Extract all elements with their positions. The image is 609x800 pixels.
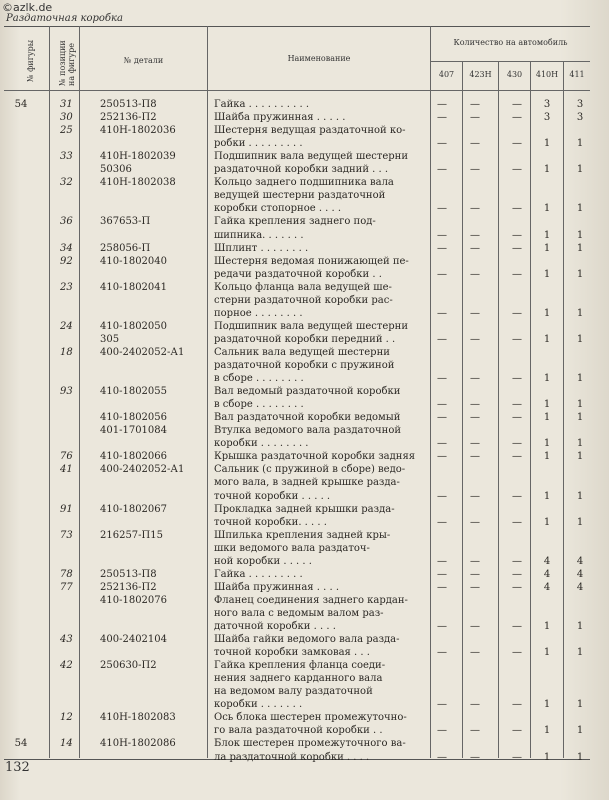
quantity-cell: — — [470, 164, 480, 176]
position-cell: 73 — [60, 529, 73, 541]
quantity-cell: 1 — [543, 268, 551, 280]
quantity-cell: — — [470, 490, 480, 502]
quantity-cell: 1 — [576, 164, 584, 176]
part-number-cell: 410-1802055 — [100, 386, 168, 398]
quantity-cell: — — [470, 307, 480, 319]
part-number-cell: 410-1802050 — [100, 320, 168, 332]
quantity-cell: 1 — [576, 751, 584, 763]
part-number-cell: 50306 — [100, 164, 132, 176]
position-cell: 41 — [60, 464, 73, 476]
part-name-cell: Гайка . . . . . . . . . — [214, 568, 303, 580]
position-cell: 36 — [60, 216, 73, 228]
quantity-cell: 1 — [576, 229, 584, 241]
part-number-cell: 250513-П8 — [100, 568, 157, 580]
quantity-cell: — — [437, 490, 447, 502]
header-divider — [430, 61, 590, 62]
quantity-cell: 1 — [543, 751, 551, 763]
quantity-cell: 1 — [543, 399, 551, 411]
part-name-cell: Втулка ведомого вала раздаточной — [214, 425, 402, 437]
part-name-cell: Шестерня ведущая раздаточной ко- — [214, 125, 406, 137]
quantity-cell: 1 — [543, 164, 551, 176]
header-model-430: 430 — [506, 70, 523, 79]
quantity-cell: — — [437, 268, 447, 280]
part-number-cell: 410Н-1802036 — [100, 125, 176, 137]
position-cell: 42 — [60, 660, 73, 672]
quantity-cell: — — [437, 451, 447, 463]
quantity-cell: — — [470, 99, 480, 110]
header-position: № позиции на фигуре — [58, 40, 76, 86]
quantity-cell: 1 — [543, 412, 551, 424]
quantity-cell: — — [470, 568, 480, 580]
quantity-cell: — — [512, 164, 522, 176]
quantity-cell: — — [512, 333, 522, 345]
part-number-cell: 410-1802067 — [100, 503, 168, 515]
header-part-number: № детали — [123, 56, 164, 65]
part-name-cell: коробки . . . . . . . . — [214, 438, 309, 450]
part-name-cell: ной коробки . . . . . — [214, 555, 312, 567]
quantity-cell: 1 — [576, 138, 584, 150]
position-cell: 32 — [60, 177, 73, 189]
part-name-cell: ла раздаточной коробки . . . . — [214, 751, 370, 763]
header-figure: № фигуры — [26, 39, 35, 82]
quantity-cell: 1 — [543, 307, 551, 319]
quantity-cell: — — [512, 647, 522, 659]
col-divider — [563, 62, 564, 758]
part-number-cell: 400-2402052-А1 — [100, 464, 185, 476]
part-name-cell: го вала раздаточной коробки . . — [214, 725, 383, 737]
position-cell: 25 — [60, 125, 73, 137]
quantity-cell: — — [437, 621, 447, 632]
quantity-cell: — — [437, 112, 447, 124]
quantity-cell: 1 — [543, 373, 551, 385]
position-cell: 24 — [60, 320, 73, 332]
quantity-cell: — — [512, 438, 522, 450]
quantity-cell: — — [437, 568, 447, 580]
quantity-cell: — — [470, 268, 480, 280]
quantity-cell: — — [437, 438, 447, 450]
part-number-cell: 410-1802056 — [100, 412, 168, 424]
position-cell: 78 — [60, 568, 73, 580]
part-name-cell: мого вала, в задней крышке разда- — [214, 477, 400, 489]
part-number-cell: 252136-П2 — [100, 581, 157, 593]
part-name-cell: Шплинт . . . . . . . . — [214, 242, 309, 254]
quantity-cell: — — [437, 725, 447, 737]
section-title: Раздаточная коробка — [6, 13, 123, 24]
part-name-cell: на ведомом валу раздаточной — [214, 686, 373, 698]
quantity-cell: 4 — [543, 581, 551, 593]
part-number-cell: 400-2402052-А1 — [100, 346, 185, 358]
part-name-cell: точной коробки. . . . . — [214, 516, 327, 528]
quantity-cell: — — [437, 203, 447, 215]
position-cell: 33 — [60, 151, 73, 163]
quantity-cell: — — [437, 516, 447, 528]
quantity-cell: — — [512, 725, 522, 737]
quantity-cell: — — [512, 581, 522, 593]
part-name-cell: Гайка . . . . . . . . . . — [214, 99, 310, 110]
quantity-cell: — — [437, 307, 447, 319]
quantity-cell: 1 — [576, 647, 584, 659]
part-name-cell: Шайба пружинная . . . . . — [214, 112, 346, 124]
part-number-cell: 250630-П2 — [100, 660, 157, 672]
quantity-cell: — — [470, 203, 480, 215]
part-name-cell: в сборе . . . . . . . . — [214, 373, 304, 385]
part-name-cell: коробки стопорное . . . . — [214, 203, 342, 215]
quantity-cell: 3 — [576, 112, 584, 124]
position-cell: 34 — [60, 242, 73, 254]
part-number-cell: 410Н-1802039 — [100, 151, 176, 163]
quantity-cell: 1 — [576, 333, 584, 345]
quantity-cell: — — [437, 399, 447, 411]
quantity-cell: — — [470, 399, 480, 411]
quantity-cell: — — [437, 555, 447, 567]
header-bottom-line — [4, 90, 590, 91]
part-number-cell: 410-1802066 — [100, 451, 168, 463]
quantity-cell: — — [512, 568, 522, 580]
part-name-cell: Гайка крепления фланца соеди- — [214, 660, 386, 672]
page-number: 132 — [5, 760, 30, 775]
quantity-cell: — — [437, 138, 447, 150]
quantity-cell: 1 — [576, 451, 584, 463]
quantity-cell: 4 — [543, 555, 551, 567]
part-name-cell: робки . . . . . . . . . — [214, 138, 303, 150]
quantity-cell: — — [470, 581, 480, 593]
part-name-cell: раздаточной коробки передний . . — [214, 333, 396, 345]
part-number-cell: 410-1802041 — [100, 281, 168, 293]
quantity-cell: — — [437, 647, 447, 659]
col-divider — [430, 26, 431, 758]
watermark: ©azlk.de — [2, 1, 53, 14]
quantity-cell: 4 — [576, 581, 584, 593]
quantity-cell: — — [470, 621, 480, 632]
quantity-cell: 1 — [576, 203, 584, 215]
quantity-cell: — — [470, 333, 480, 345]
position-cell: 76 — [60, 451, 73, 463]
quantity-cell: — — [470, 138, 480, 150]
part-name-cell: стерни раздаточной коробки рас- — [214, 294, 393, 306]
quantity-cell: — — [470, 229, 480, 241]
part-name-cell: Подшипник вала ведущей шестерни — [214, 151, 409, 163]
position-cell: 91 — [60, 503, 73, 515]
quantity-cell: — — [512, 373, 522, 385]
quantity-cell: 1 — [543, 451, 551, 463]
quantity-cell: 1 — [543, 490, 551, 502]
part-name-cell: коробки . . . . . . . — [214, 699, 303, 711]
quantity-cell: — — [512, 751, 522, 763]
part-name-cell: Подшипник вала ведущей шестерни — [214, 320, 409, 332]
quantity-cell: 3 — [543, 112, 551, 124]
quantity-cell: — — [512, 451, 522, 463]
quantity-cell: — — [512, 229, 522, 241]
quantity-cell: — — [437, 412, 447, 424]
part-number-cell: 305 — [100, 333, 120, 345]
quantity-cell: 1 — [576, 412, 584, 424]
quantity-cell: — — [512, 268, 522, 280]
quantity-cell: 4 — [576, 555, 584, 567]
header-model-411: 411 — [569, 70, 585, 79]
position-cell: 14 — [60, 738, 73, 750]
quantity-cell: 1 — [543, 333, 551, 345]
quantity-cell: 1 — [543, 242, 551, 254]
quantity-cell: 1 — [576, 490, 584, 502]
quantity-cell: — — [512, 490, 522, 502]
quantity-cell: 1 — [576, 242, 584, 254]
quantity-cell: 1 — [576, 725, 584, 737]
col-divider — [207, 26, 208, 758]
header-model-407: 407 — [438, 70, 455, 79]
part-number-cell: 400-2402104 — [100, 634, 168, 646]
quantity-cell: — — [512, 555, 522, 567]
quantity-cell: — — [512, 203, 522, 215]
quantity-cell: — — [437, 333, 447, 345]
part-name-cell: порное . . . . . . . . — [214, 307, 303, 319]
part-name-cell: даточной коробки . . . . — [214, 621, 336, 632]
col-divider — [530, 62, 531, 758]
part-number-cell: 410Н-1802086 — [100, 738, 176, 750]
quantity-cell: — — [437, 373, 447, 385]
quantity-cell: — — [437, 242, 447, 254]
quantity-cell: — — [512, 112, 522, 124]
quantity-cell: — — [470, 516, 480, 528]
quantity-cell: 1 — [576, 373, 584, 385]
position-cell: 12 — [60, 712, 73, 724]
quantity-cell: — — [512, 99, 522, 110]
header-name: Наименование — [287, 54, 351, 63]
quantity-cell: 1 — [543, 516, 551, 528]
quantity-cell: — — [470, 451, 480, 463]
part-name-cell: Шестерня ведомая понижающей пе- — [214, 255, 409, 267]
part-name-cell: Кольцо заднего подшипника вала — [214, 177, 394, 189]
quantity-cell: — — [470, 242, 480, 254]
quantity-cell: — — [470, 751, 480, 763]
part-number-cell: 250513-П8 — [100, 99, 157, 110]
part-number-cell: 410Н-1802038 — [100, 177, 176, 189]
quantity-cell: 1 — [576, 699, 584, 711]
part-name-cell: Блок шестерен промежуточного ва- — [214, 738, 406, 750]
part-name-cell: Шайба гайки ведомого вала разда- — [214, 634, 400, 646]
quantity-cell: 4 — [543, 568, 551, 580]
position-cell: 43 — [60, 634, 73, 646]
part-name-cell: Вал ведомый раздаточной коробки — [214, 386, 401, 398]
part-name-cell: Кольцо фланца вала ведущей ше- — [214, 281, 392, 293]
quantity-cell: 1 — [543, 438, 551, 450]
quantity-cell: 1 — [576, 268, 584, 280]
position-cell: 93 — [60, 386, 73, 398]
part-name-cell: точной коробки . . . . . — [214, 490, 331, 502]
part-number-cell: 252136-П2 — [100, 112, 157, 124]
part-number-cell: 216257-П15 — [100, 529, 163, 541]
header-model-423n: 423Н — [469, 70, 492, 79]
quantity-cell: 1 — [576, 621, 584, 632]
quantity-cell: — — [512, 138, 522, 150]
part-number-cell: 410-1802040 — [100, 255, 168, 267]
position-cell: 18 — [60, 346, 73, 358]
part-name-cell: в сборе . . . . . . . . — [214, 399, 304, 411]
quantity-cell: 4 — [576, 568, 584, 580]
quantity-cell: — — [470, 699, 480, 711]
part-name-cell: ведущей шестерни раздаточной — [214, 190, 386, 202]
quantity-cell: — — [470, 555, 480, 567]
col-divider — [498, 62, 499, 758]
part-name-cell: раздаточной коробки с пружиной — [214, 360, 395, 371]
quantity-cell: — — [470, 412, 480, 424]
part-name-cell: Шайба пружинная . . . . — [214, 581, 340, 593]
quantity-cell: — — [470, 647, 480, 659]
position-cell: 23 — [60, 281, 73, 293]
col-divider — [79, 26, 80, 758]
part-name-cell: раздаточной коробки задний . . . — [214, 164, 389, 176]
position-cell: 92 — [60, 255, 73, 267]
part-number-cell: 367653-П — [100, 216, 151, 228]
position-cell: 77 — [60, 581, 73, 593]
part-number-cell: 410Н-1802083 — [100, 712, 176, 724]
col-divider — [49, 26, 50, 758]
quantity-cell: — — [437, 581, 447, 593]
quantity-cell: — — [512, 621, 522, 632]
figure-number-cell: 54 — [14, 99, 28, 110]
figure-number-cell: 54 — [14, 738, 28, 750]
part-name-cell: Гайка крепления заднего под- — [214, 216, 376, 228]
quantity-cell: 1 — [576, 438, 584, 450]
quantity-cell: 3 — [576, 99, 584, 110]
quantity-cell: — — [512, 307, 522, 319]
part-name-cell: Фланец соединения заднего кардан- — [214, 594, 408, 606]
quantity-cell: — — [470, 438, 480, 450]
part-name-cell: шки ведомого вала раздаточ- — [214, 542, 370, 554]
part-name-cell: редачи раздаточной коробки . . — [214, 268, 382, 280]
quantity-cell: 1 — [543, 725, 551, 737]
quantity-cell: — — [470, 112, 480, 124]
quantity-cell: — — [512, 242, 522, 254]
part-name-cell: точной коробки замковая . . . — [214, 647, 370, 659]
quantity-cell: — — [437, 751, 447, 763]
part-name-cell: Сальник (с пружиной в сборе) ведо- — [214, 464, 406, 476]
quantity-cell: 1 — [543, 138, 551, 150]
quantity-cell: 1 — [543, 229, 551, 241]
quantity-cell: — — [512, 412, 522, 424]
header-quantity: Количество на автомобиль — [453, 38, 568, 47]
part-name-cell: ного вала с ведомым валом раз- — [214, 607, 384, 619]
quantity-cell: 1 — [576, 307, 584, 319]
part-name-cell: Прокладка задней крышки разда- — [214, 503, 395, 515]
part-name-cell: Крышка раздаточной коробки задняя — [214, 451, 416, 463]
quantity-cell: — — [470, 373, 480, 385]
part-name-cell: Шпилька крепления задней кры- — [214, 529, 391, 541]
part-number-cell: 258056-П — [100, 242, 151, 254]
part-name-cell: шипника. . . . . . . — [214, 229, 304, 241]
header-model-410n: 410Н — [535, 70, 559, 79]
quantity-cell: — — [512, 516, 522, 528]
col-divider — [462, 62, 463, 758]
part-name-cell: нения заднего карданного вала — [214, 673, 383, 685]
position-cell: 31 — [60, 99, 73, 110]
part-name-cell: Ось блока шестерен промежуточно- — [214, 712, 407, 724]
quantity-cell: — — [437, 229, 447, 241]
quantity-cell: — — [437, 164, 447, 176]
part-name-cell: Вал раздаточной коробки ведомый — [214, 412, 401, 424]
quantity-cell: 1 — [543, 203, 551, 215]
quantity-cell: — — [437, 99, 447, 110]
part-number-cell: 401-1701084 — [100, 425, 168, 437]
quantity-cell: 1 — [543, 699, 551, 711]
quantity-cell: — — [437, 699, 447, 711]
part-number-cell: 410-1802076 — [100, 594, 168, 606]
quantity-cell: 1 — [543, 621, 551, 632]
quantity-cell: 3 — [543, 99, 551, 110]
position-cell: 30 — [60, 112, 73, 124]
quantity-cell: — — [512, 699, 522, 711]
quantity-cell: 1 — [543, 647, 551, 659]
quantity-cell: — — [470, 725, 480, 737]
quantity-cell: 1 — [576, 516, 584, 528]
quantity-cell: 1 — [576, 399, 584, 411]
quantity-cell: — — [512, 399, 522, 411]
part-name-cell: Сальник вала ведущей шестерни — [214, 346, 390, 358]
